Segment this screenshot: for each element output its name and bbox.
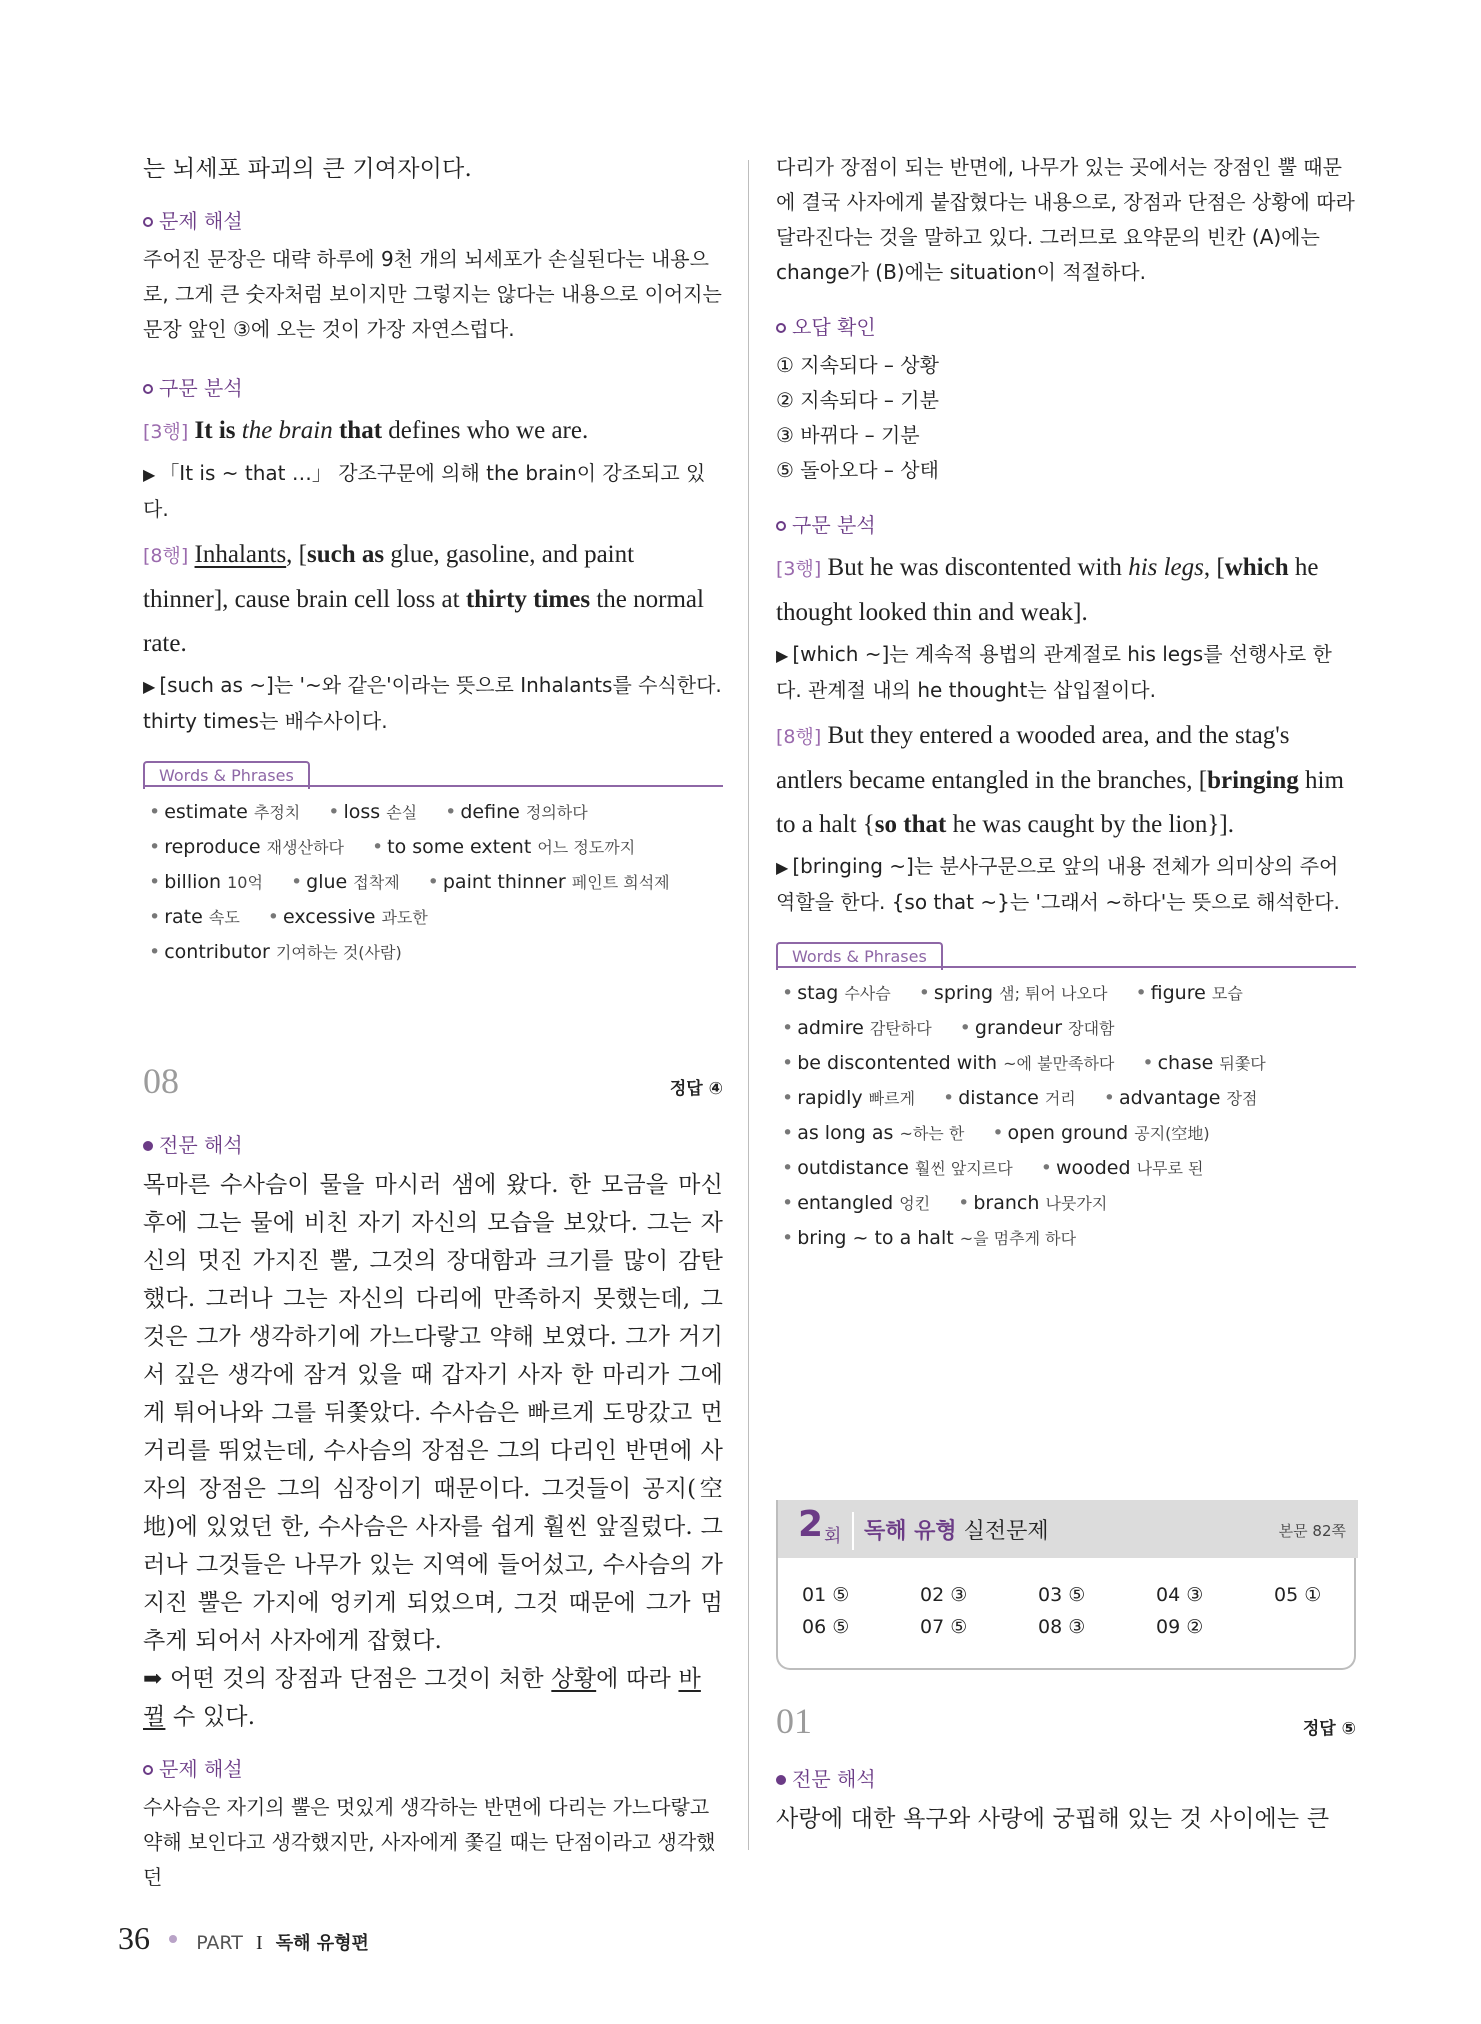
wp-meaning: 뒤쫓다: [1219, 1054, 1266, 1073]
question-number: 08: [143, 1061, 179, 1101]
wp-term: outdistance: [797, 1157, 909, 1179]
page-number: 36: [118, 1920, 150, 1956]
summary-sentence: ➡ 어떤 것의 장점과 단점은 그것이 처한 상황에 따라 바뀔 수 있다.: [143, 1666, 701, 1730]
answer-cell: 08 ③: [1038, 1616, 1086, 1638]
wp-term: contributor: [164, 941, 270, 963]
wp-item: [422, 871, 670, 893]
tab-underline: [776, 966, 1356, 968]
question-number: 01: [776, 1701, 812, 1741]
part-title: 독해 유형편: [275, 1933, 369, 1954]
bullet-icon: •: [782, 1122, 794, 1144]
wp-term: wooded: [1055, 1157, 1131, 1179]
bullet-icon: •: [1142, 1052, 1154, 1074]
bullet-icon: •: [1135, 982, 1147, 1004]
tab-underline: [143, 785, 723, 787]
round-number: 2: [798, 1504, 824, 1545]
wp-meaning: 샘; 튀어 나오다: [999, 984, 1108, 1003]
wp-item: [1129, 982, 1242, 1004]
wp-meaning: 기여하는 것(사람): [275, 943, 402, 962]
syntax-sentence-1: [3행] It is the brain that defines who we are.: [143, 417, 589, 444]
words-phrases-tab: [776, 942, 1356, 968]
bullet-icon: •: [782, 1017, 794, 1039]
wp-item: [262, 906, 428, 928]
wp-item: [986, 1122, 1209, 1144]
problem-heading: 문제 해설: [143, 206, 723, 236]
wp-item: [952, 1192, 1107, 1214]
wp-row: [776, 1186, 1356, 1221]
wp-meaning: 나뭇가지: [1045, 1194, 1108, 1213]
bullet-icon: •: [149, 941, 161, 963]
answer-label: 정답 ④: [669, 1079, 723, 1099]
wp-meaning: 장점: [1226, 1089, 1258, 1108]
part-label: PART: [196, 1932, 243, 1954]
full-translation-text: 목마른 수사슴이 물을 마시러 샘에 왔다. 한 모금을 마신 후에 그는 물에 비친 자기 자신의 모습을 보았다. 그는 자신의 멋진 가지진 뿔, 그것의 장대함과 크기를 많이 감탄했다. 그러나 그는 자신의 다리에 만족하지 못했는데, 그것은 그가 생각하기에 가느다랗고 약해 보였다. 그가 거기서 깊은 생각에 잠겨 있을 때 갑자기 사자 한 마리가 그에게 튀어나와 그를 뒤쫓았다. 수사슴은 빠르게 도망갔고 먼 거리를 뛰었는데, 수사슴의 장점은 그의 다리인 반면에 사자의 장점은 그의 심장이기 때문이다. 그것들이 공지(空地)에 있었던 한, 수사슴은 사자를 쉽게 훨씬 앞질렀다. 그러나 그것들은 나무가 있는 지역에 들어섰고, 수사슴의 가지진 뿔은 가지에 엉키게 되었으며, 그것 때문에 그가 멈추게 되어서 사자에게 잡혔다.: [143, 1172, 723, 1654]
wp-item: [143, 871, 263, 893]
wp-term: define: [460, 801, 520, 823]
bullet-icon: •: [149, 906, 161, 928]
wrong-answer-item: ⑤ 돌아오다 – 상태: [776, 458, 939, 482]
answer-cell: 05 ①: [1274, 1584, 1322, 1606]
bullet-icon: •: [1040, 1157, 1052, 1179]
words-phrases-box: [143, 761, 723, 970]
bullet-icon: •: [1103, 1087, 1115, 1109]
bullet-icon: •: [992, 1122, 1004, 1144]
wp-term: grandeur: [974, 1017, 1063, 1039]
wp-item: [776, 1087, 915, 1109]
wp-item: [776, 1017, 932, 1039]
bullet-icon: •: [782, 1227, 794, 1249]
wp-term: distance: [958, 1087, 1039, 1109]
wp-row: [776, 1081, 1356, 1116]
wp-term: rate: [164, 906, 203, 928]
wp-term: bring ~ to a halt: [797, 1227, 954, 1249]
wp-item: [937, 1087, 1076, 1109]
question-header: [776, 1700, 1356, 1750]
wp-item: [1035, 1157, 1204, 1179]
circle-marker-icon: [143, 384, 153, 394]
words-phrases-label: Words & Phrases: [776, 942, 943, 970]
wp-meaning: 페인트 희석제: [571, 873, 670, 892]
filled-dot-icon: [776, 1775, 786, 1785]
wp-item: [439, 801, 588, 823]
answer-cell: 03 ⑤: [1038, 1584, 1086, 1606]
bullet-icon: •: [290, 871, 303, 893]
wp-row: [776, 1221, 1356, 1256]
wp-meaning: 속도: [208, 908, 240, 927]
wp-item: [913, 982, 1108, 1004]
wp-meaning: 공지(空地): [1134, 1124, 1210, 1143]
bullet-icon: •: [959, 1017, 971, 1039]
wp-item: [954, 1017, 1115, 1039]
words-phrases-list: [776, 976, 1356, 1256]
syntax-note-2: ▶ [bringing ~]는 분사구문으로 앞의 내용 전체가 의미상의 주어 역할을 한다. {so that ~}는 '그래서 ~하다'는 뜻으로 해석한다.: [776, 854, 1340, 914]
round-suffix: 회: [824, 1526, 842, 1547]
wp-meaning: 어느 정도까지: [537, 838, 636, 857]
question-01-section: [776, 1700, 1356, 1838]
bullet-icon: •: [943, 1087, 955, 1109]
filled-dot-icon: [143, 1141, 153, 1151]
full-translation-heading: 전문 해석: [143, 1130, 723, 1160]
wp-item: [776, 1157, 1013, 1179]
wp-meaning: 나무로 된: [1136, 1159, 1204, 1178]
triangle-icon: ▶: [776, 646, 789, 665]
bullet-icon: •: [427, 871, 439, 893]
wp-term: advantage: [1118, 1087, 1221, 1109]
wp-term: reproduce: [164, 836, 261, 858]
circle-marker-icon: [143, 1765, 153, 1775]
circle-marker-icon: [143, 217, 153, 227]
circle-marker-icon: [776, 521, 786, 531]
problem-text: 주어진 문장은 대략 하루에 9천 개의 뇌세포가 손실된다는 내용으로, 그게 큰 숫자처럼 보이지만 그렇지는 않다는 내용으로 이어지는 문장 앞인 ③에 오는 것이 가장 자연스럽다.: [143, 247, 722, 341]
bullet-icon: •: [328, 801, 340, 823]
wp-meaning: 감탄하다: [869, 1019, 932, 1038]
problem2-text: 수사슴은 자기의 뿔은 멋있게 생각하는 반면에 다리는 가느다랗고 약해 보인다고 생각했지만, 사자에게 쫓길 때는 단점이라고 생각했던: [143, 1795, 716, 1889]
wp-meaning: ~하는 한: [899, 1124, 965, 1143]
wp-row: [776, 1046, 1356, 1081]
wp-term: entangled: [797, 1192, 894, 1214]
wp-meaning: 장대함: [1068, 1019, 1115, 1038]
triangle-icon: ▶: [143, 465, 156, 484]
wp-meaning: 수사슴: [844, 984, 891, 1003]
triangle-icon: ▶: [143, 677, 156, 696]
full-translation-text: 사랑에 대한 욕구와 사랑에 궁핍해 있는 것 사이에는 큰: [776, 1806, 1330, 1832]
wp-meaning: 과도한: [381, 908, 428, 927]
wp-meaning: 손실: [386, 803, 418, 822]
wrong-answer-list: [776, 348, 1356, 488]
bullet-icon: •: [782, 982, 794, 1004]
wrong-answer-item: ① 지속되다 – 상황: [776, 353, 939, 377]
wp-meaning: 추정치: [253, 803, 301, 822]
wp-item: [1098, 1087, 1258, 1109]
problem2-heading: 문제 해설: [143, 1754, 723, 1784]
full-translation-heading: 전문 해석: [776, 1764, 1356, 1794]
circle-marker-icon: [776, 323, 786, 333]
wp-item: [143, 906, 240, 928]
wp-item: [776, 982, 891, 1004]
bullet-icon: •: [149, 871, 161, 893]
syntax-heading: 구문 분석: [143, 373, 723, 403]
wrong-answer-heading: 오답 확인: [776, 312, 1356, 342]
wp-meaning: ~에 불만족하다: [1003, 1054, 1115, 1073]
bullet-icon: •: [371, 836, 384, 858]
wp-row: [143, 865, 723, 900]
wp-term: loss: [343, 801, 381, 823]
wp-meaning: 거리: [1044, 1089, 1076, 1108]
wp-meaning: 모습: [1211, 984, 1243, 1003]
wp-term: to some extent: [387, 836, 532, 858]
wp-term: admire: [797, 1017, 864, 1039]
wp-meaning: 재생산하다: [266, 838, 344, 857]
wp-term: be discontented with: [797, 1052, 998, 1074]
wp-item: [143, 836, 344, 858]
bullet-icon: •: [918, 982, 930, 1004]
wp-meaning: ~을 멈추게 하다: [959, 1229, 1077, 1248]
wp-item: [776, 1192, 930, 1214]
wp-row: [143, 795, 723, 830]
wp-item: [1136, 1052, 1265, 1074]
continued-text: 다리가 장점이 되는 반면에, 나무가 있는 곳에서는 장점인 뿔 때문에 결국 사자에게 붙잡혔다는 내용으로, 장점과 단점은 상황에 따라 달라진다는 것을 말하고 있다. 그러므로 요약문의 빈칸 (A)에는 change가 (B)에는 situation이 적절하다.: [776, 155, 1355, 284]
wp-meaning: 10억: [227, 873, 263, 892]
words-phrases-label: Words & Phrases: [143, 761, 310, 789]
wp-meaning: 정의하다: [525, 803, 588, 822]
bullet-icon: •: [782, 1192, 794, 1214]
bullet-icon: •: [782, 1157, 794, 1179]
header-separator: [852, 1512, 854, 1550]
wp-item: [322, 801, 417, 823]
wp-row: [776, 1116, 1356, 1151]
answer-key-header: [778, 1500, 1358, 1558]
wp-meaning: 접착제: [353, 873, 400, 892]
answer-cell: 01 ⑤: [802, 1584, 850, 1606]
wp-term: stag: [797, 982, 839, 1004]
bullet-icon: •: [782, 1087, 794, 1109]
question-header: [143, 1060, 723, 1110]
syntax-note-1: ▶ 「It is ~ that …」 강조구문에 의해 the brain이 강조되고 있다.: [143, 461, 706, 521]
wp-term: billion: [164, 871, 222, 893]
wp-item: [776, 1052, 1114, 1074]
right-column: [776, 150, 1356, 1256]
wp-row: [143, 900, 723, 935]
words-phrases-box: [776, 942, 1356, 1256]
bullet-icon: •: [782, 1052, 794, 1074]
words-phrases-tab: [143, 761, 723, 787]
answer-key-title: 독해 유형 실전문제: [864, 1519, 1049, 1544]
wp-item: [143, 941, 402, 963]
syntax-sentence-1: [3행] But he was discontented with his legs, [which he thought looked thin and weak].: [776, 554, 1319, 626]
answer-cell: 04 ③: [1156, 1584, 1204, 1606]
syntax-note-2: ▶ [such as ~]는 '~와 같은'이라는 뜻으로 Inhalants를 수식한다. thirty times는 배수사이다.: [143, 673, 722, 733]
wp-row: [776, 1011, 1356, 1046]
answer-cell: 09 ②: [1156, 1616, 1204, 1638]
wp-term: chase: [1157, 1052, 1214, 1074]
words-phrases-list: [143, 795, 723, 970]
answer-key-box: [776, 1500, 1356, 1670]
wp-meaning: 훨씬 앞지르다: [914, 1159, 1013, 1178]
wp-item: [285, 871, 400, 893]
wp-row: [143, 830, 723, 865]
answer-label: 정답 ⑤: [1302, 1719, 1356, 1739]
left-column: [143, 150, 723, 1895]
page-footer: [118, 1920, 369, 1960]
wp-term: estimate: [164, 801, 248, 823]
bullet-icon: •: [267, 906, 279, 928]
wp-item: [366, 836, 635, 858]
bullet-icon: •: [445, 801, 457, 823]
page-reference: 본문 82쪽: [1278, 1522, 1346, 1540]
wp-term: rapidly: [797, 1087, 863, 1109]
wp-term: paint thinner: [442, 871, 566, 893]
part-roman: I: [255, 1932, 263, 1954]
wp-item: [776, 1227, 1076, 1249]
wp-term: spring: [933, 982, 994, 1004]
wp-term: open ground: [1007, 1122, 1129, 1144]
syntax-sentence-2: [8행] But they entered a wooded area, and the stag's antlers became entangled in the branches, [bringing him to a halt {so that he was caught by the lion}].: [776, 722, 1344, 838]
wp-row: [143, 935, 723, 970]
intro-line: 는 뇌세포 파괴의 큰 기여자이다.: [143, 156, 472, 182]
syntax-heading: 구문 분석: [776, 510, 1356, 540]
bullet-icon: •: [149, 801, 161, 823]
answer-cell: 02 ③: [920, 1584, 968, 1606]
wp-term: as long as: [797, 1122, 894, 1144]
wp-term: figure: [1150, 982, 1206, 1004]
syntax-note-1: ▶ [which ~]는 계속적 용법의 관계절로 his legs를 선행사로 한다. 관계절 내의 he thought는 삽입절이다.: [776, 642, 1332, 702]
wp-meaning: 빠르게: [868, 1089, 916, 1108]
wp-term: glue: [306, 871, 348, 893]
answer-cell: 06 ⑤: [802, 1616, 850, 1638]
wp-term: branch: [973, 1192, 1040, 1214]
wrong-answer-item: ② 지속되다 – 기분: [776, 388, 939, 412]
column-divider: [748, 160, 749, 1850]
footer-dot-icon: [169, 1935, 177, 1943]
wp-term: excessive: [283, 906, 376, 928]
bullet-icon: •: [149, 836, 161, 858]
wp-row: [776, 1151, 1356, 1186]
wp-item: [776, 1122, 964, 1144]
bullet-icon: •: [958, 1192, 970, 1214]
wp-item: [143, 801, 300, 823]
wp-row: [776, 976, 1356, 1011]
triangle-icon: ▶: [776, 858, 789, 877]
answer-cell: 07 ⑤: [920, 1616, 968, 1638]
wp-meaning: 엉킨: [899, 1194, 931, 1213]
syntax-sentence-2: [8행] Inhalants, [such as glue, gasoline, and paint thinner], cause brain cell loss at thirty times the normal rate.: [143, 541, 704, 657]
wrong-answer-item: ③ 바뀌다 – 기분: [776, 423, 920, 447]
